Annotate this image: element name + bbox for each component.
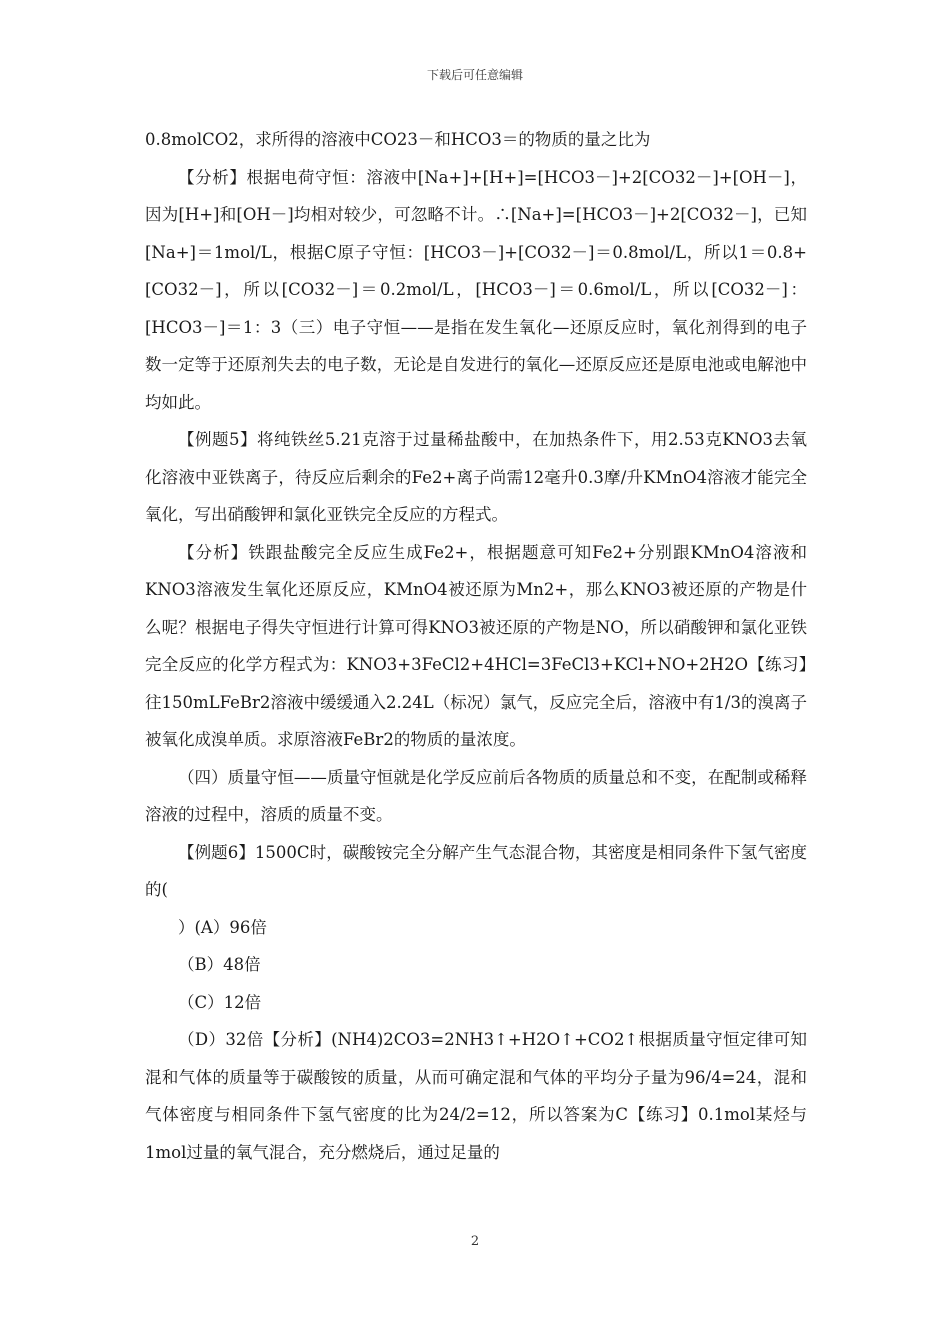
paragraph-option-d-analysis: （D）32倍【分析】(NH4)2CO3=2NH3↑+H2O↑+CO2↑根据质量守恒定律可知混和气体的质量等于碳酸铵的质量，从而可确定混和气体的平均分子量为96/4=24，混和气体密度与相同条件下氢气密度的比为24/2=12，所以答案为C【练习】0.1mol某烃与1mol过量的氧气混合，充分燃烧后，通过足量的: [145, 1030, 807, 1162]
option-b: （B）48倍: [178, 955, 261, 974]
document-body: [145, 121, 807, 1171]
paragraph-mass-conservation: （四）质量守恒——质量守恒就是化学反应前后各物质的质量总和不变，在配制或稀释溶液的过程中，溶质的质量不变。: [145, 767, 807, 824]
page-header: 下载后可任意编辑: [426, 68, 523, 82]
paragraph-analysis-1: 【分析】根据电荷守恒：溶液中[Na+]+[H+]=[HCO3－]+2[CO32－]+[OH－]，因为[H+]和[OH－]均相对较少，可忽略不计。∴[Na+]=[HCO3－]+2[CO32－]，已知[Na+]＝1mol/L，根据C原子守恒：[HCO3－]+[CO32－]＝0.8mol/L，所以1＝0.8+[CO32－]，所以[CO32－]＝0.2mol/L，[HCO3－]＝0.6mol/L，所以[CO32－]：[HCO3－]＝1：3（三）电子守恒——是指在发生氧化—还原反应时，氧化剂得到的电子数一定等于还原剂失去的电子数，无论是自发进行的氧化—还原反应还是原电池或电解池中均如此。: [145, 167, 807, 412]
paragraph-example-5: 【例题5】将纯铁丝5.21克溶于过量稀盐酸中，在加热条件下，用2.53克KNO3去氧化溶液中亚铁离子，待反应后剩余的Fe2+离子尚需12毫升0.3摩/升KMnO4溶液才能完全氧化，写出硝酸钾和氯化亚铁完全反应的方程式。: [145, 430, 807, 524]
paragraph-analysis-2: 【分析】铁跟盐酸完全反应生成Fe2+，根据题意可知Fe2+分别跟KMnO4溶液和KNO3溶液发生氧化还原反应，KMnO4被还原为Mn2+，那么KNO3被还原的产物是什么呢？根据电子得失守恒进行计算可得KNO3被还原的产物是NO，所以硝酸钾和氯化亚铁完全反应的化学方程式为：KNO3+3FeCl2+4HCl=3FeCl3+KCl+NO+2H2O【练习】往150mLFeBr2溶液中缓缓通入2.24L（标况）氯气，反应完全后，溶液中有1/3的溴离子被氧化成溴单质。求原溶液FeBr2的物质的量浓度。: [145, 542, 807, 749]
option-c: （C）12倍: [178, 992, 262, 1012]
paragraph-example-6: 【例题6】1500C时，碳酸铵完全分解产生气态混合物，其密度是相同条件下氢气密度的(: [145, 842, 807, 899]
paragraph-intro: 0.8molCO2，求所得的溶液中CO23－和HCO3＝的物质的量之比为: [145, 130, 651, 149]
page-number: 2: [470, 1234, 480, 1249]
option-a: ）(A）96倍: [178, 917, 267, 937]
